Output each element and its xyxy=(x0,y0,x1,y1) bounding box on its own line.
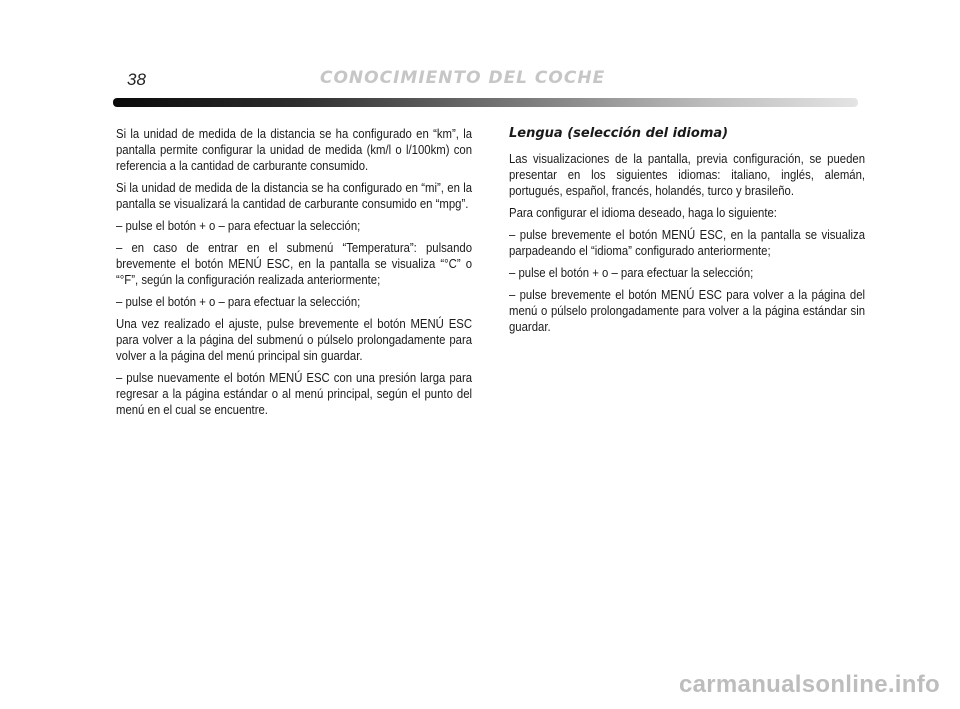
paragraph: – pulse brevemente el botón MENÚ ESC, en la pantalla se visualiza parpadeando el “idioma” configurado anteriormente; xyxy=(509,227,866,258)
paragraph: Las visualizaciones de la pantalla, previa configuración, se pueden presentar en los siguientes idiomas: italiano, inglés, alemán, portugués, español, francés, holandés, turco y brasileño. xyxy=(509,151,866,198)
header-rule xyxy=(113,98,858,107)
section-title: CONOCIMIENTO DEL COCHE xyxy=(320,68,606,88)
paragraph: – en caso de entrar en el submenú “Temperatura”: pulsando brevemente el botón MENÚ ESC, en la pantalla se visualiza “°C” o “°F”, según la configuración realizada anteriormente; xyxy=(116,240,473,287)
right-column xyxy=(509,126,865,341)
section-heading: Lengua (selección del idioma) xyxy=(509,126,729,141)
left-column xyxy=(116,126,472,424)
paragraph: Una vez realizado el ajuste, pulse brevemente el botón MENÚ ESC para volver a la página del submenú o púlselo prolongadamente para volver a la página del menú principal sin guardar. xyxy=(116,316,473,363)
paragraph: Si la unidad de medida de la distancia se ha configurado en “mi”, en la pantalla se visualizará la cantidad de carburante consumido en “mpg”. xyxy=(116,180,473,211)
paragraph: – pulse brevemente el botón MENÚ ESC para volver a la página del menú o púlselo prolongadamente para volver a la página estándar sin guardar. xyxy=(509,287,866,334)
paragraph: – pulse el botón + o – para efectuar la selección; xyxy=(116,218,361,233)
watermark: carmanualsonline.info xyxy=(678,671,940,698)
page-number: 38 xyxy=(127,70,146,89)
paragraph: Para configurar el idioma deseado, haga lo siguiente: xyxy=(509,205,777,220)
paragraph: – pulse el botón + o – para efectuar la selección; xyxy=(116,294,361,309)
paragraph: – pulse nuevamente el botón MENÚ ESC con una presión larga para regresar a la página estándar o al menú principal, según el punto del menú en el cual se encuentre. xyxy=(116,370,473,417)
paragraph: Si la unidad de medida de la distancia se ha configurado en “km”, la pantalla permite configurar la unidad de medida (km/l o l/100km) con referencia a la cantidad de carburante consumido. xyxy=(116,126,473,173)
paragraph: – pulse el botón + o – para efectuar la selección; xyxy=(509,265,754,280)
